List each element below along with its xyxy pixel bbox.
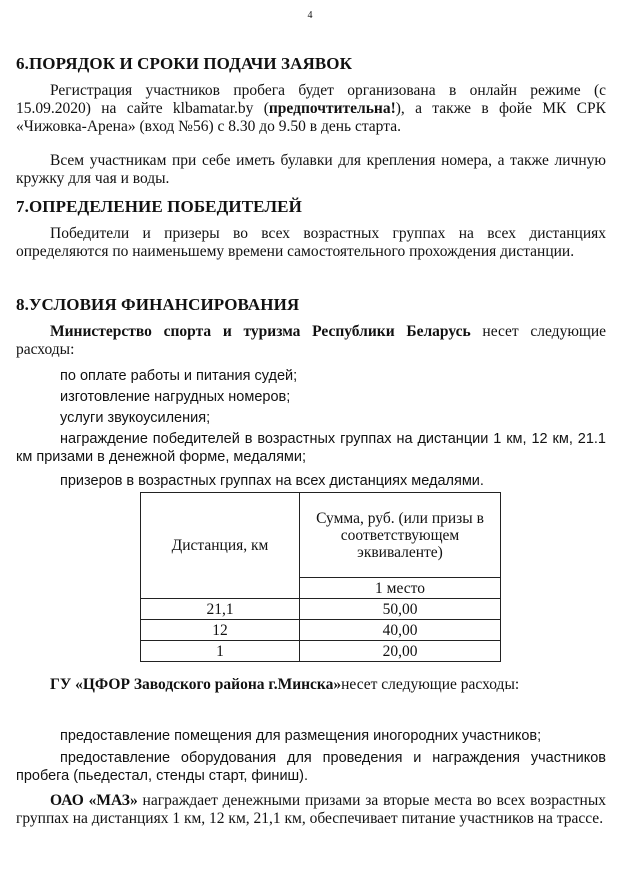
expense-item-1: по оплате работы и питания судей; bbox=[60, 368, 298, 384]
table-row bbox=[141, 599, 501, 620]
header-place: 1 место bbox=[300, 578, 501, 599]
table-row bbox=[141, 620, 501, 641]
pins-paragraph: Всем участникам при себе иметь булавки для крепления номера, а также личную кружку для чая и воды. bbox=[16, 152, 606, 187]
header-sum: Сумма, руб. (или призы в соответствующем эквиваленте) bbox=[300, 493, 501, 578]
ministry-paragraph bbox=[16, 323, 606, 359]
prize-table bbox=[140, 492, 501, 662]
maz-name: ОАО «МАЗ» bbox=[50, 792, 138, 809]
expense-item-3: услуги звукоусиления; bbox=[60, 410, 211, 426]
gu-name: ГУ «ЦФОР Заводского района г.Минска» bbox=[50, 676, 342, 693]
expense-item-2: изготовление нагрудных номеров; bbox=[60, 389, 291, 405]
row-distance: 12 bbox=[141, 620, 300, 641]
section-7-heading: 7.ОПРЕДЕЛЕНИЕ ПОБЕДИТЕЛЕЙ bbox=[16, 197, 302, 216]
header-distance: Дистанция, км bbox=[141, 493, 300, 599]
ministry-name: Министерство спорта и туризма Республики Беларусь bbox=[50, 323, 471, 340]
row-sum: 40,00 bbox=[300, 620, 501, 641]
gu-text: несет следующие расходы: bbox=[341, 676, 520, 693]
table-row bbox=[141, 641, 501, 662]
maz-text: награждает денежными призами за вторые места во всех возрастных группах на дистанциях 1 км, 12 км, 21,1 км, обеспечивает питание участников на трассе. bbox=[16, 792, 606, 827]
gu-item-premises: предоставление помещения для размещения иногородних участников; bbox=[60, 728, 542, 744]
page-number: 4 bbox=[307, 10, 313, 21]
gu-item-equipment: предоставление оборудования для проведения и награждения участников пробега (пьедестал, стенды старт, финиш). bbox=[16, 750, 606, 784]
registration-text-b: ), а также в фойе МК СРК «Чижовка-Арена» (вход №56) с 8.30 до 9.50 в день старта. bbox=[16, 100, 606, 135]
section-6-heading: 6.ПОРЯДОК И СРОКИ ПОДАЧИ ЗАЯВОК bbox=[16, 54, 353, 73]
gu-paragraph bbox=[16, 676, 606, 694]
table-header-row bbox=[141, 493, 501, 578]
awards-paragraph: награждение победителей в возрастных группах на дистанции 1 км, 12 км, 21.1 км призами в денежной форме, медалями; bbox=[16, 431, 606, 465]
winners-paragraph: Победители и призеры во всех возрастных группах на всех дистанциях определяются по наименьшему времени самостоятельного прохождения дистанции. bbox=[16, 225, 606, 260]
prizers-line: призеров в возрастных группах на всех дистанциях медалями. bbox=[60, 473, 484, 489]
row-sum: 50,00 bbox=[300, 599, 501, 620]
registration-text-a: Регистрация участников пробега будет организована в онлайн режиме (с 15.09.2020) на сайте klbamatar.by ( bbox=[16, 82, 606, 117]
row-distance: 21,1 bbox=[141, 599, 300, 620]
row-sum: 20,00 bbox=[300, 641, 501, 662]
registration-paragraph bbox=[16, 82, 606, 136]
maz-paragraph bbox=[16, 792, 606, 828]
row-distance: 1 bbox=[141, 641, 300, 662]
ministry-text: несет следующие расходы: bbox=[16, 323, 607, 358]
section-8-heading: 8.УСЛОВИЯ ФИНАНСИРОВАНИЯ bbox=[16, 295, 300, 314]
registration-text-bold: предпочтительна! bbox=[268, 100, 396, 117]
